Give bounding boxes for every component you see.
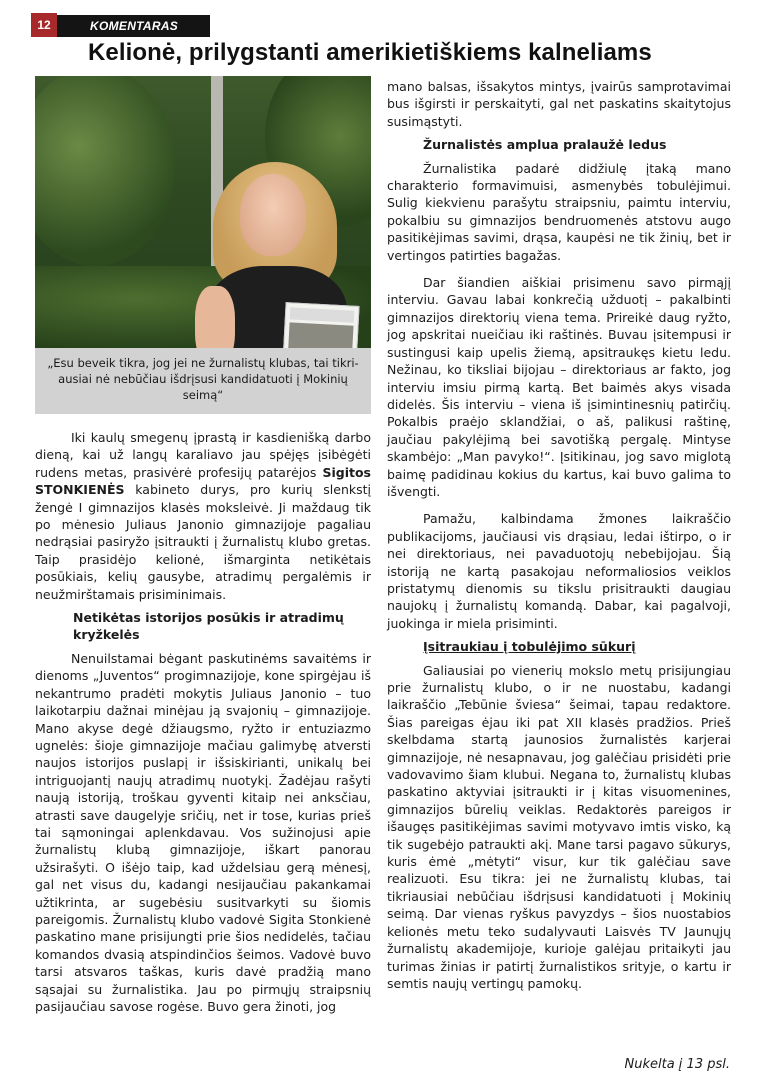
page-number: 12: [31, 13, 57, 37]
body-paragraph: Nenuilstamai bėgant paskutinėms savaitėms ir dienoms „Juventos“ progimnazijoje, kone spirgėjau iš nekantrumo pradėti mokytis Juliaus Janonio – tuo laikotarpiu dažnai minėjau ją svajonių – gimnazijoje. Mano akyse degė džiaugsmo, ryžto ir entuziazmo ugnelės: šioje gimnazijoje mačiau galimybę atversti naujos istorijos puslapį ir išsiskirianti, unikalų bei intriguojantį naujų atradimų nuotykį. Žadėjau rašyti naują istoriją, troškau gyventi kitaip nei anksčiau, atrasti save daugelyje sričių, net ir tose, kurias prieš tai sąmoningai aplenkdavau. Vos sužinojusi apie žurnalistų klubą gimnazijoje, iškart panorau užsirašyti. O išėjo taip, kad uždelsiau gerą mėnesį, gal net visus du, kadangi nesijaučiau pakankamai užtikrinta, ar sugebėsiu susitvarkyti su šiomis pareigomis. Žurnalistų klubo vadovė Sigita Stonkienė paskatino mane prisijungti prie šios nedidelės, tačiau komandos dvasią atspindinčios šeimos. Vadovė buvo tarsi atsvaros taškas, kuris davė pradžią mano sąsajai su žurnalistika. Jau po pirmųjų straipsnių pasijaučiau savose rogėse. Buvo gera žinoti, jog: [35, 650, 371, 1014]
article-photo: [35, 76, 371, 348]
person-name: Sigitos STONKIENĖS: [35, 464, 371, 498]
article-headline: Kelionė, prilygstanti amerikietiškiems kalneliams: [88, 39, 652, 66]
photo-person-face: [240, 174, 306, 256]
body-paragraph: Žurnalistika padarė didžiulę įtaką mano charakterio formavimuisi, asmenybės tobulėjimui. Sulig kiekvienu parašytu straipsniu, paimtu interviu, pokalbiu su gimnazijos bendruomenės atstovu augo pasitikėjimas savimi, drąsa, kaupėsi ne tik žinių, bet ir vertingos patirties bagažas.: [387, 160, 731, 263]
photo-person-arm: [195, 286, 235, 348]
subheading: Netikėtas istorijos posūkis ir atradimų kryžkelės: [73, 610, 344, 643]
photo-tree: [35, 76, 175, 266]
section-label: KOMENTARAS: [57, 15, 210, 37]
body-paragraph: Galiausiai po vienerių mokslo metų prisijungiau prie žurnalistų klubo, o ir ne nuostabu, kadangi laikraščio „Tebūnie šviesa“ šeimai, tapau redaktore. Šias pareigas ėjau iki pat XII klasės pradžios. Prieš skelbdama startą jaunosios žurnalistės karjerai gimnazijoje, nė nesapnavau, jog galėčiau prisidėti prie vadovavimo šiam klubui. Negana to, žurnalistų klubas paskatino aktyviai įsitraukti ir į kitas visuomenines, gimnazijos būrelių veiklas. Redaktorės pareigos ir išaugęs pasitikėjimas savimi motyvavo imtis visko, ką tik sugebėjo patraukti akį. Mane tarsi pagavo sūkurys, kuris ėmė „mėtyti“ visur, kur tik galėčiau save realizuoti. Esu tikra: jei ne žurnalistų klubas, tai tikriausiai nebūčiau išdrįsusi kandidatuoti į Mokinių seimą. Dar vienas ryškus pavyzdys – šios nuostabios kelionės metu teko sudalyvauti Laisvės TV Jaunųjų žurnalistų akademijoje, kurioje galėjau pritaikyti jau turimas žinias ir patirtį žurnalistikos srityje, o kartu ir semtis naujų vertingų pamokų.: [387, 662, 731, 991]
photo-caption: „Esu beveik tikra, jog jei ne žurnalistų klubas, tai tikri-ausiai nė nebūčiau išdrįsusi kandidatuoti į Mokinių seimą“: [35, 348, 371, 414]
intro-paragraph: Iki kaulų smegenų įprastą ir kasdienišką darbo dieną, kai už langų karaliavo jau spėjęs įsibėgėti rudens metas, prasivėrė profesijų patarėjos Sigitos STONKIENĖS kabineto durys, pro kurių slenkstį žengė I gimnazijos klasės moksleivė. Ji maždaug tik po mėnesio Juliaus Janonio gimnazijoje pagaliau nedrąsiai pasiryžo įsitraukti į žurnalistų klubo gretas. Taip prasidėjo kelionė, išmarginta netikėtais posūkiais, kelių gausybe, atradimų pergalėmis ir neužmirštamais prisiminimais.: [35, 430, 371, 602]
subheading: Žurnalistės amplua pralaužė ledus: [423, 137, 667, 153]
body-paragraph: Pamažu, kalbindama žmones laikraščio publikacijoms, jaučiausi vis drąsiau, ledai ištirpo, o ir nei direktoriaus, nei pavaduotojų nebebijojau. Šią istoriją ne kartą pasakojau neformaliosios veiklos pristatymų dienomis su tikslu prisitraukti daugiau naujokų į žurnalistų komandą. Dabar, kai pagalvoji, juokinga ir miela prisiminti.: [387, 511, 731, 631]
right-column: [387, 78, 731, 992]
continued-paragraph: mano balsas, išsakytos mintys, įvairūs samprotavimai bus išgirsti ir perskaityti, gal net paskatins skaitytojus susimąstyti.: [387, 79, 731, 129]
newspaper-masthead: [290, 307, 355, 322]
body-paragraph: Dar šiandien aiškiai prisimenu savo pirmąjį interviu. Gavau labai konkrečią užduotį – pakalbinti gimnazijos direktorių viena tema. Prireikė daug ryžto, jog apskritai nueičiau iki raštinės. Buvau įsitempusi ir sustingusi kaip upelis žiemą, apsitraukęs kietu ledu. Nežinau, ko tiksliai bijojau – direktoriaus ar fakto, jog interviu imsiu pirmą kartą. Bet baimės akys visada didelės. Šis interviu – viena iš įsimintinesnių patirčių. Pokalbis praėjo sklandžiai, o aš, palikusi raštinę, jaučiau pakylėjimą bei savotišką pergalę. Mintyse skambėjo: „Man pavyko!“. Įsitikinau, jog savo miglotą baimę padidinau kokius du kartus, kai buvo galima to išvengti.: [387, 275, 731, 499]
left-column: [35, 429, 371, 1015]
newspaper-image: [288, 322, 353, 348]
subheading: Įsitraukiau į tobulėjimo sūkurį: [423, 639, 636, 655]
continued-note: Nukelta į 13 psl.: [624, 1057, 730, 1072]
photo-newspaper: [280, 302, 359, 348]
